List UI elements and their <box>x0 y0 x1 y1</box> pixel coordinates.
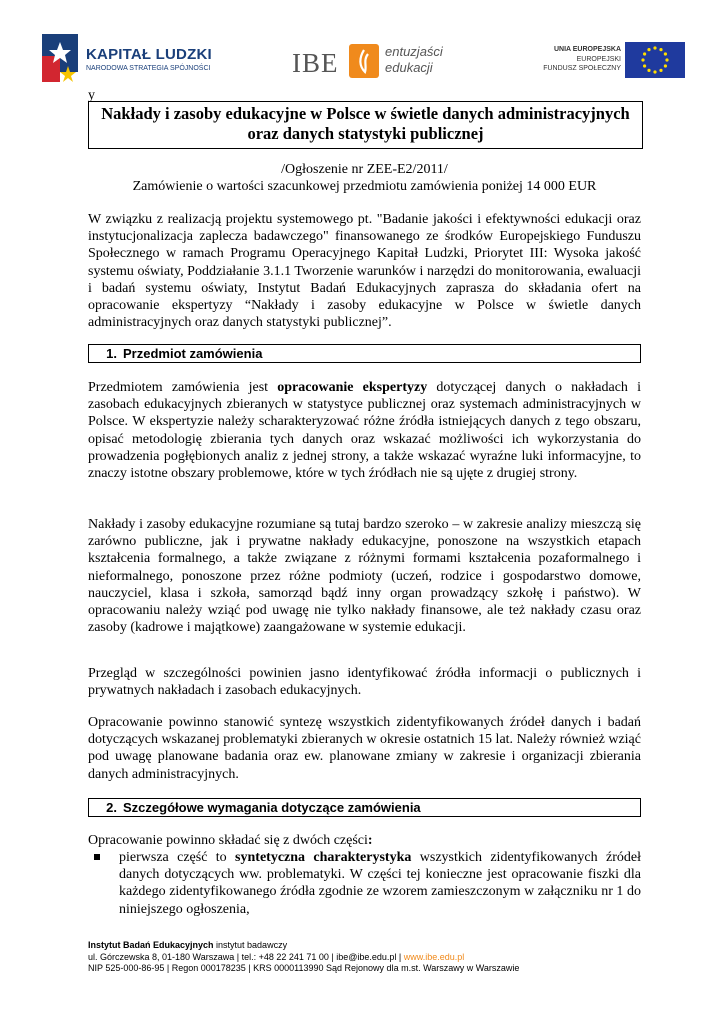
footer-org-type: instytut badawczy <box>213 940 288 950</box>
footer-org-name: Instytut Badań Edukacyjnych <box>88 940 214 950</box>
eu-logo <box>525 40 685 80</box>
section-2-lead <box>88 832 641 849</box>
ibe-tagline-2: edukacji <box>385 60 433 75</box>
stray-character: y <box>88 88 95 103</box>
p1-text-after: dotyczącej danych o nakładach i zasobach edukacyjnych zbieranych w statystyce publicznej oraz systemach administracyjnych w Polsce. W ekspertyzie należy scharakteryzować różne źródła istniejących danych z tego obszaru, opisać metodologię zbierania tych danych oraz wskazać możliwości ich wykorzystania do prowadzenia pogłębionych analiz z jednej strony, a także wskazać wyraźne luki informacyjne, to znaczy istotne obszary problemowe, które w tych źródłach nie są ujęte z drugiej strony. <box>88 380 641 482</box>
section-2-title: Szczegółowe wymagania dotyczące zamówienia <box>123 800 421 815</box>
section-1-paragraph-1 <box>88 379 641 482</box>
eu-text-1: UNIA EUROPEJSKA <box>553 46 621 53</box>
order-value: Zamówienie o wartości szacunkowej przedmiotu zamówienia poniżej 14 000 EUR <box>132 179 597 194</box>
p1-text-before: Przedmiotem zamówienia jest <box>88 380 278 395</box>
page-footer <box>88 940 648 975</box>
intro-paragraph: W związku z realizacją projektu systemowego pt. "Badanie jakości i efektywności edukacji oraz instytucjonalizacja zaplecza badawczego" finansowanego ze środków Europejskiego Funduszu Społecznego w ramach Programu Operacyjnego Kapitał Ludzki, Priorytet III: Wysoka jakość systemu oświaty, Poddziałanie 3.1.1 Tworzenie warunków i narzędzi do monitorowania, ewaluacji i badań systemu oświaty, Instytut Badań Edukacyjnych zaprasza do składania ofert na opracowanie ekspertyzy “Nakłady i zasoby edukacyjne w Polsce w świetle danych administracyjnych oraz danych statystyki publicznej”. <box>88 212 641 331</box>
kapital-ludzki-emblem-icon <box>38 32 82 86</box>
ibe-name: IBE <box>292 48 339 78</box>
section-1-paragraph-4: Opracowanie powinno stanowić syntezę wszystkich zidentyfikowanych źródeł danych i badań dotyczących wskazanej problematyki zbieranych w okresie ostatnich 15 lat. Należy również wziąć pod uwagę planowane badania oraz ew. planowane zmiany w zakresie i organizacji zbierania danych administracyjnych. <box>88 715 641 782</box>
kapital-ludzki-logo <box>38 32 228 90</box>
bullet-1-bold: syntetyczna charakterystyka <box>235 850 412 865</box>
section-1-title: Przedmiot zamówienia <box>123 346 263 361</box>
section-2-lead-colon: : <box>367 833 373 848</box>
bullet-1-text-before: pierwsza część to <box>119 850 236 865</box>
section-1-number: 1. <box>106 346 117 361</box>
list-item <box>88 849 641 918</box>
square-bullet-icon <box>94 854 100 860</box>
eu-text-3: FUNDUSZ SPOŁECZNY <box>543 65 621 72</box>
ibe-tagline-1: entuzjaści <box>385 44 443 59</box>
footer-address: ul. Górczewska 8, 01-180 Warszawa | tel.: +48 22 241 71 00 | ibe@ibe.edu.pl | <box>88 951 404 962</box>
p1-bold-text: opracowanie ekspertyzy <box>277 380 428 395</box>
bullet-1-text-after: wszystkich zidentyfikowanych źródeł danych dotyczących ww. problematyki. W części tej konieczne jest opracowanie fiszki dla każdego zidentyfikowanego źródła zgodnie ze wzorem zamieszczonym w załączniku nr 1 do niniejszego ogłoszenia, <box>119 850 641 917</box>
document-title: Nakłady i zasoby edukacyjne w Polsce w świetle danych administracyjnych oraz danych statystyki publicznej <box>88 101 643 149</box>
kapital-ludzki-subtitle: NARODOWA STRATEGIA SPÓJNOŚCI <box>86 65 211 72</box>
section-1-paragraph-2: Nakłady i zasoby edukacyjne rozumiane są tutaj bardzo szeroko – w zakresie analizy mieszczą się zarówno publiczne, jak i prywatne nakłady edukacyjne, ponoszone na wszystkich etapach kształcenia formalnego, a także związane z różnymi formami kształcenia pozaformalnego i nieformalnego, ponoszone przez różne podmioty (uczeń, rodzice i gospodarstwo domowe, nauczyciel, klasa i szkoła, samorząd bądź inny organ prowadzący szkołę i państwo). W opracowaniu należy wziąć pod uwagę nie tylko nakłady finansowe, ale też nakłady czasu oraz zasoby (kadrowe i majątkowe) zaangażowane w systemie edukacji. <box>88 517 641 636</box>
section-2-lead-text: Opracowanie powinno składać się z dwóch części <box>88 833 368 848</box>
footer-registry: NIP 525-000-86-95 | Regon 000178235 | KRS 0000113990 Sąd Rejonowy dla m.st. Warszawy w Warszawie <box>88 963 520 973</box>
footer-website-link[interactable]: www.ibe.edu.pl <box>403 951 465 962</box>
eu-text-2: EUROPEJSKI <box>576 56 621 63</box>
kapital-ludzki-title: KAPITAŁ LUDZKI <box>86 46 212 63</box>
section-1-paragraph-3: Przegląd w szczególności powinien jasno identyfikować źródła informacji o publicznych i prywatnych nakładach i zasobach edukacyjnych. <box>88 666 641 699</box>
section-2-heading <box>88 798 641 817</box>
ibe-badge-icon <box>349 44 379 78</box>
ibe-logo <box>292 42 462 84</box>
bullet-1-text <box>119 849 641 918</box>
section-2-number: 2. <box>106 800 117 815</box>
section-1-heading <box>88 344 641 363</box>
eu-flag-icon <box>625 42 685 78</box>
announcement-number: /Ogłoszenie nr ZEE-E2/2011/ <box>281 162 448 177</box>
